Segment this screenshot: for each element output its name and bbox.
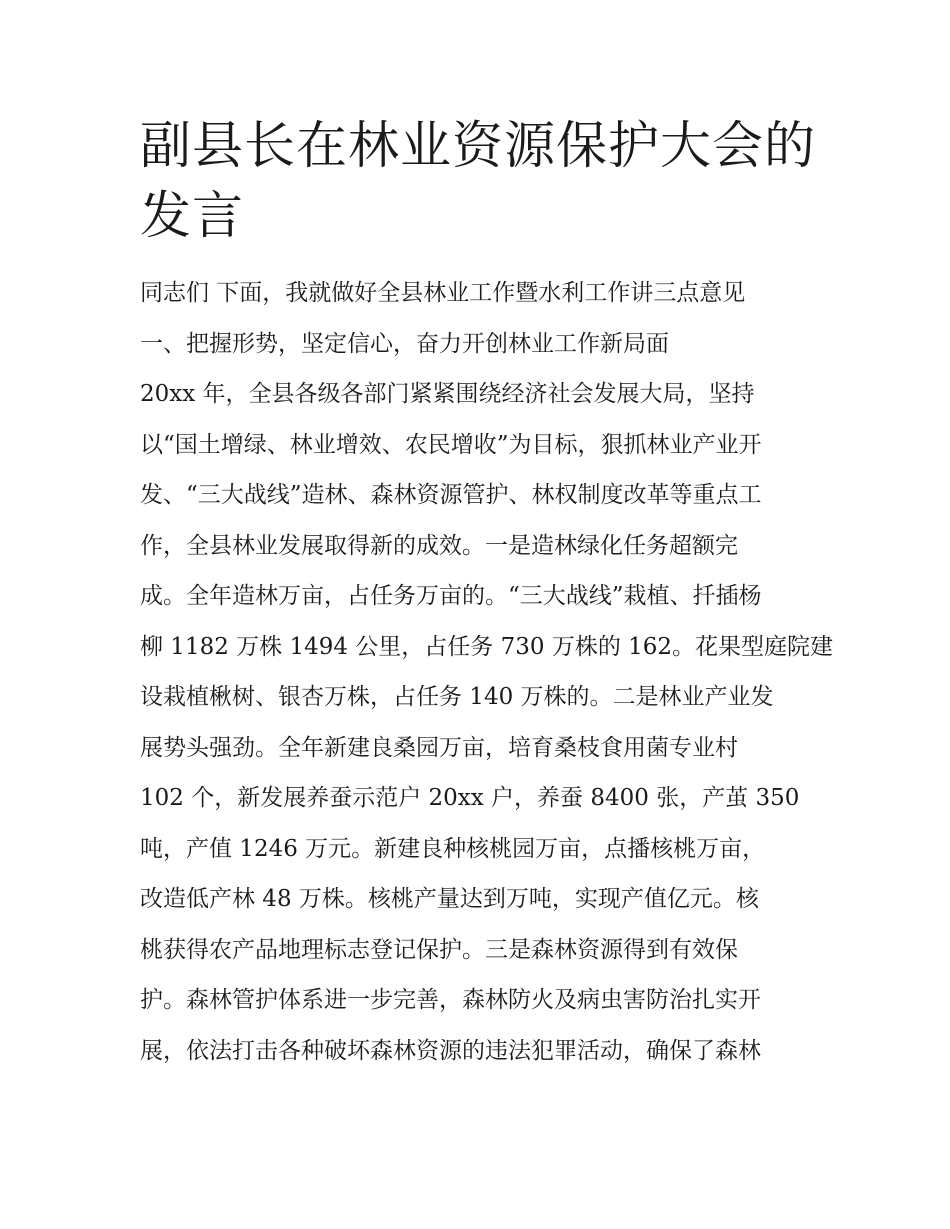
body-line: 桃获得农产品地理标志登记保护。三是森林资源得到有效保 <box>140 936 738 963</box>
body-line: 设栽植楸树、银杏万株，占任务 140 万株的。二是林业产业发 <box>140 684 774 710</box>
title-line: 副县长在林业资源保护大会的 <box>140 117 817 176</box>
body-line: 102 个，新发展养蚕示范户 20xx 户，养蚕 8400 张，产茧 350 <box>140 785 800 811</box>
body-line: 作，全县林业发展取得新的成效。一是造林绿化任务超额完 <box>140 532 738 559</box>
body-line: 一、把握形势，坚定信心，奋力开创林业工作新局面 <box>140 330 669 357</box>
body-line: 展势头强劲。全年新建良桑园万亩，培育桑枝食用菌专业村 <box>140 734 738 761</box>
body-line: 改造低产林 48 万株。核桃产量达到万吨，实现产值亿元。核 <box>140 886 759 912</box>
document-title <box>140 112 820 252</box>
body-line: 发、“三大战线”造林、森林资源管护、林权制度改革等重点工 <box>140 482 762 508</box>
body-line: 同志们 下面，我就做好全县林业工作暨水利工作讲三点意见 <box>140 280 746 306</box>
body-line: 成。全年造林万亩，占任务万亩的。“三大战线”栽植、扦插杨 <box>140 583 762 609</box>
document-page <box>140 112 834 1076</box>
title-line: 发言 <box>140 187 245 246</box>
body-line: 展，依法打击各种破坏森林资源的违法犯罪活动，确保了森林 <box>140 1037 761 1064</box>
document-body <box>140 268 834 1076</box>
body-line: 护。森林管护体系进一步完善，森林防火及病虫害防治扎实开 <box>140 987 761 1013</box>
body-line: 柳 1182 万株 1494 公里，占任务 730 万株的 162。花果型庭院建 <box>140 633 834 660</box>
body-line: 吨，产值 1246 万元。新建良种核桃园万亩，点播核桃万亩， <box>140 835 766 862</box>
body-line: 20xx 年，全县各级各部门紧紧围绕经济社会发展大局，坚持 <box>140 381 755 407</box>
body-line: 以“国土增绿、林业增效、农民增收”为目标，狠抓林业产业开 <box>140 431 762 458</box>
